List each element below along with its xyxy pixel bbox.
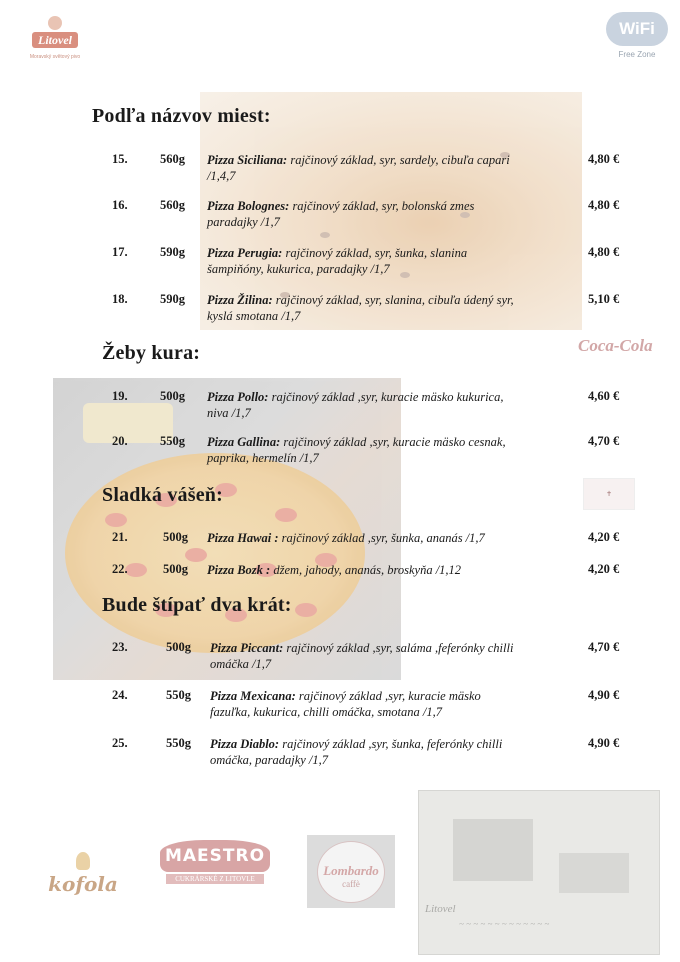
item-price: 4,90 € xyxy=(588,736,620,750)
item-ingredients: rajčinový základ ,syr, kuracie mäsko fazuľka, kukurica, chilli omáčka, smotana /1,7 xyxy=(210,689,481,719)
item-price: 4,70 € xyxy=(588,434,620,448)
item-number: 19. xyxy=(112,389,128,403)
pizza-photo-middle xyxy=(53,378,401,680)
item-description xyxy=(207,389,517,421)
item-ingredients: rajčinový základ ,syr, kuracie mäsko kukurica, niva /1,7 xyxy=(207,390,504,420)
svg-text:Litovel: Litovel xyxy=(38,33,72,47)
item-name: Pizza Pollo: xyxy=(207,390,269,404)
item-weight: 590g xyxy=(160,245,185,259)
item-weight: 550g xyxy=(160,434,185,448)
coca-cola-logo: Coca-Cola xyxy=(578,336,653,355)
small-brand-logo: ✝ xyxy=(583,478,635,510)
item-weight: 560g xyxy=(160,152,185,166)
item-name: Pizza Gallina: xyxy=(207,435,281,449)
wifi-free-zone-logo xyxy=(603,12,671,68)
item-name: Pizza Piccant: xyxy=(210,641,284,655)
item-weight: 550g xyxy=(166,736,191,750)
item-name: Pizza Hawai : xyxy=(207,531,279,545)
item-description xyxy=(207,152,517,184)
lombardo-caffe-logo: Lombardo caffè xyxy=(307,835,395,908)
litovel-logo xyxy=(28,14,82,66)
section-heading: Podľa názvov miest: xyxy=(92,105,271,127)
item-price: 4,70 € xyxy=(588,640,620,654)
item-description xyxy=(207,562,517,578)
item-name: Pizza Mexicana: xyxy=(210,689,296,703)
item-ingredients: rajčinový základ ,syr, kuracie mäsko cesnak, paprika, hermelín /1,7 xyxy=(207,435,506,465)
item-weight: 500g xyxy=(166,640,191,654)
item-name: Pizza Perugia: xyxy=(207,246,283,260)
section-heading: Žeby kura: xyxy=(102,342,201,364)
item-price: 5,10 € xyxy=(588,292,620,306)
item-number: 15. xyxy=(112,152,128,166)
item-name: Pizza Diablo: xyxy=(210,737,280,751)
item-description xyxy=(210,736,520,768)
item-ingredients: džem, jahody, ananás, broskyňa /1,12 xyxy=(270,563,462,577)
item-description xyxy=(207,434,517,466)
item-name: Pizza Siciliana: xyxy=(207,153,288,167)
free-zone-label: Free Zone xyxy=(618,50,656,59)
maestro-logo: MAESTRO CUKRÁRSKÉ Z LITOVLE xyxy=(160,840,270,892)
item-ingredients: rajčinový základ, syr, bolonská zmes paradajky /1,7 xyxy=(207,199,475,229)
item-weight: 500g xyxy=(160,389,185,403)
item-price: 4,60 € xyxy=(588,389,620,403)
item-name: Pizza Bolognes: xyxy=(207,199,290,213)
item-ingredients: rajčinový základ, syr, šunka, slanina šampiňóny, kukurica, paradajky /1,7 xyxy=(207,246,468,276)
item-description xyxy=(207,530,517,546)
item-price: 4,80 € xyxy=(588,245,620,259)
item-description xyxy=(207,198,517,230)
item-number: 20. xyxy=(112,434,128,448)
item-number: 22. xyxy=(112,562,128,576)
item-weight: 590g xyxy=(160,292,185,306)
item-price: 4,80 € xyxy=(588,152,620,166)
item-weight: 560g xyxy=(160,198,185,212)
item-number: 25. xyxy=(112,736,128,750)
item-weight: 500g xyxy=(163,530,188,544)
item-number: 24. xyxy=(112,688,128,702)
item-ingredients: rajčinový základ, syr, sardely, cibuľa capari /1,4,7 xyxy=(207,153,510,183)
item-price: 4,80 € xyxy=(588,198,620,212)
item-description xyxy=(210,640,520,672)
litovel-postcard-image: Litovel ~ ~ ~ ~ ~ ~ ~ ~ ~ ~ ~ ~ ~ xyxy=(418,790,660,955)
svg-text:Moravský světový pivo: Moravský světový pivo xyxy=(29,54,81,60)
section-heading: Bude štípať dva krát: xyxy=(102,594,292,616)
wifi-label: WiFi xyxy=(619,19,655,38)
item-ingredients: rajčinový základ, syr, slanina, cibuľa údený syr, kyslá smotana /1,7 xyxy=(207,293,514,323)
item-description xyxy=(207,292,517,324)
item-number: 21. xyxy=(112,530,128,544)
item-price: 4,20 € xyxy=(588,562,620,576)
item-name: Pizza Žilina: xyxy=(207,293,273,307)
item-weight: 500g xyxy=(163,562,188,576)
item-name: Pizza Bozk : xyxy=(207,563,271,577)
kofola-logo: kofola xyxy=(48,852,118,908)
item-description xyxy=(207,245,517,277)
item-weight: 550g xyxy=(166,688,191,702)
item-price: 4,20 € xyxy=(588,530,620,544)
item-number: 23. xyxy=(112,640,128,654)
item-description xyxy=(210,688,520,720)
item-price: 4,90 € xyxy=(588,688,620,702)
section-heading: Sladká vášeň: xyxy=(102,484,223,506)
item-ingredients: rajčinový základ ,syr, šunka, feferónky chilli omáčka, paradajky /1,7 xyxy=(210,737,503,767)
item-number: 16. xyxy=(112,198,128,212)
item-ingredients: rajčinový základ ,syr, šunka, ananás /1,7 xyxy=(278,531,485,545)
item-number: 18. xyxy=(112,292,128,306)
item-ingredients: rajčinový základ ,syr, saláma ,feferónky chilli omáčka /1,7 xyxy=(210,641,514,671)
item-number: 17. xyxy=(112,245,128,259)
